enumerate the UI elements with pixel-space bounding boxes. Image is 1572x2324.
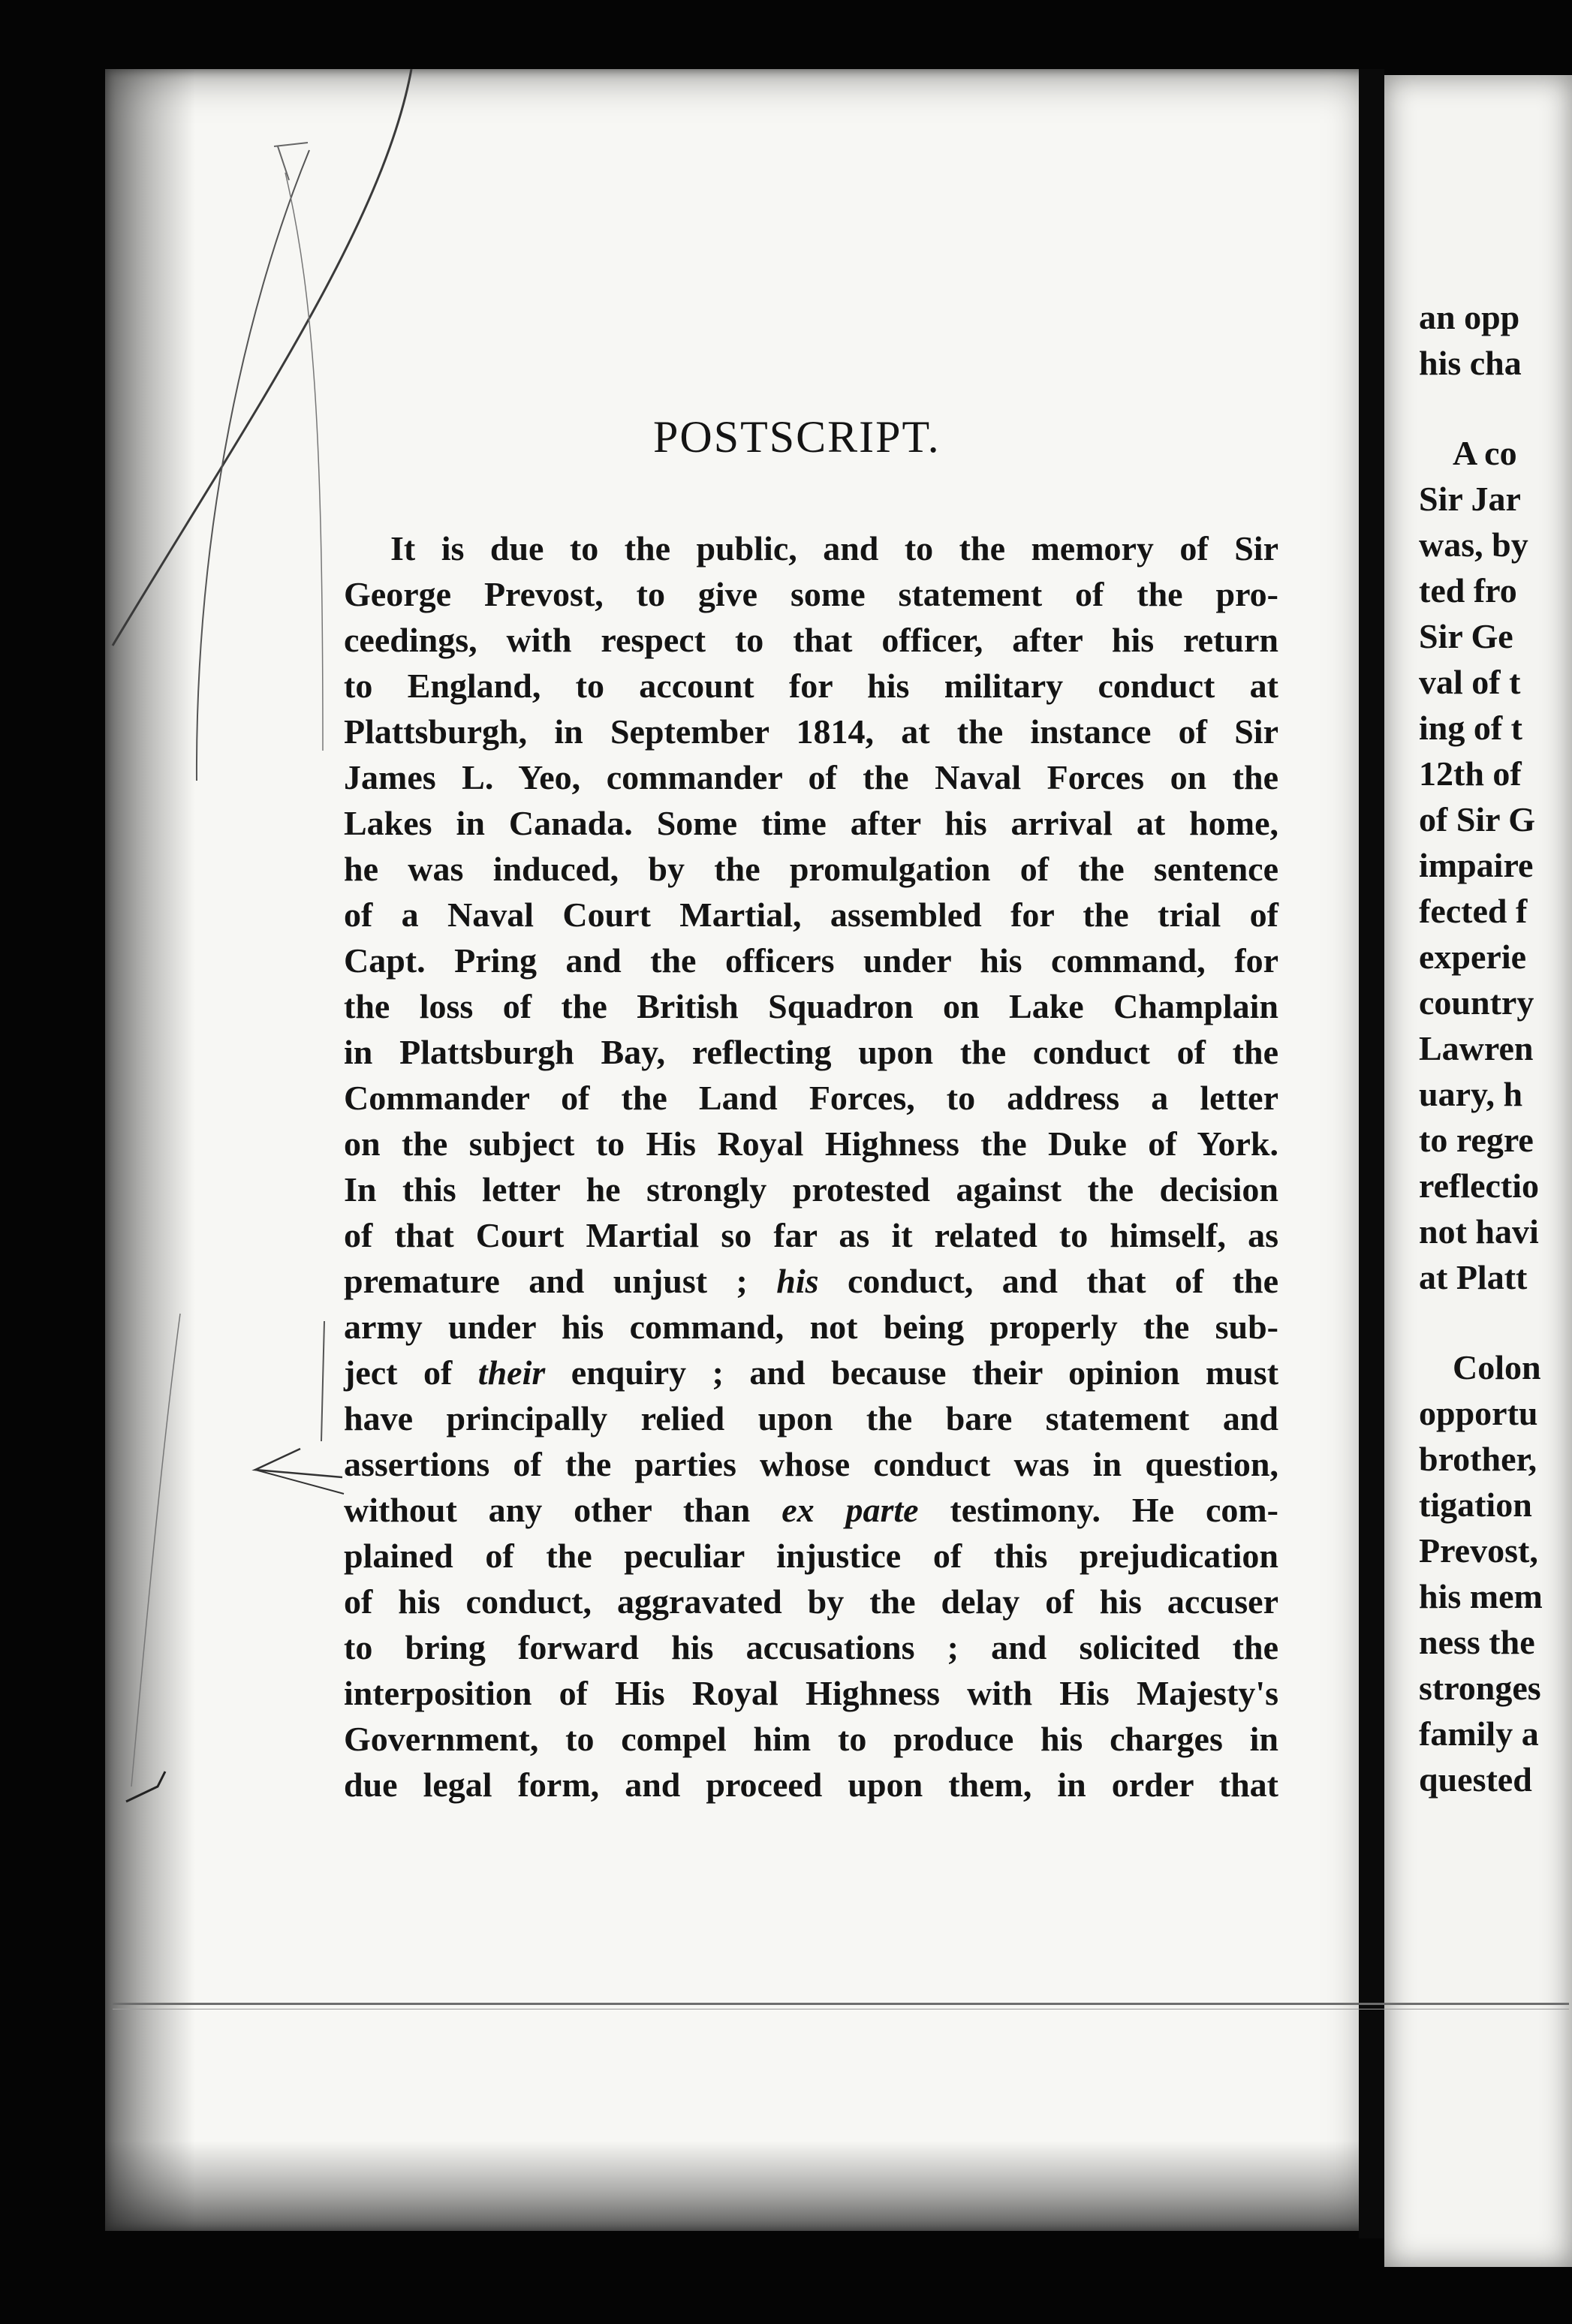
- text-line-mixed: [344, 1487, 1278, 1533]
- text-line: Lakes in Canada. Some time after his arrival at home,: [344, 804, 1278, 842]
- facing-line: to regre: [1419, 1121, 1534, 1159]
- text-line: Plattsburgh, in September 1814, at the instance of Sir: [344, 712, 1278, 751]
- facing-line: reflectio: [1419, 1167, 1540, 1205]
- facing-line: brother,: [1419, 1440, 1537, 1478]
- text-line: assertions of the parties whose conduct was in question,: [344, 1445, 1278, 1483]
- text-line: the loss of the British Squadron on Lake Champlain: [344, 987, 1278, 1025]
- facing-line: his mem: [1419, 1577, 1543, 1615]
- text-line: to England, to account for his military conduct at: [344, 667, 1278, 705]
- facing-line: family a: [1419, 1714, 1539, 1753]
- page-title: POSTSCRIPT.: [653, 412, 941, 462]
- text-segment: premature and unjust ;: [344, 1262, 748, 1300]
- text-segment: testimony. He com-: [950, 1491, 1278, 1529]
- text-line: in Plattsburgh Bay, reflecting upon the conduct of the: [344, 1033, 1278, 1071]
- text-segment: conduct, and that of the: [847, 1262, 1279, 1300]
- text-line: of that Court Martial so far as it related to himself, as: [344, 1216, 1278, 1254]
- facing-line: opportu: [1419, 1394, 1538, 1432]
- text-line: he was induced, by the promulgation of the sentence: [344, 850, 1278, 888]
- facing-line: was, by: [1419, 525, 1528, 564]
- facing-line: his cha: [1419, 344, 1522, 382]
- text-line: Government, to compel him to produce his charges in: [344, 1720, 1278, 1758]
- facing-line: Prevost,: [1419, 1531, 1538, 1570]
- text-line: ceedings, with respect to that officer, after his return: [344, 621, 1278, 659]
- italic-word: their: [477, 1353, 546, 1392]
- facing-line: an opp: [1419, 298, 1520, 336]
- facing-line: experie: [1419, 938, 1527, 976]
- facing-line: A co: [1453, 434, 1517, 472]
- text-line: George Prevost, to give some statement of the pro-: [344, 575, 1278, 613]
- facing-line: 12th of: [1419, 754, 1522, 793]
- facing-page-text: [1419, 294, 1572, 1802]
- body-paragraph: [344, 525, 1278, 1808]
- scan-rule-line: [113, 2003, 1569, 2005]
- facing-line: ted fro: [1419, 571, 1517, 610]
- facing-line: of Sir G: [1419, 800, 1536, 838]
- italic-word: his: [776, 1262, 819, 1300]
- facing-line: Lawren: [1419, 1029, 1534, 1067]
- facing-line: ing of t: [1419, 709, 1522, 747]
- text-line-mixed: [344, 1258, 1278, 1304]
- facing-line: tigation: [1419, 1486, 1532, 1524]
- text-line: army under his command, not being properly the sub-: [344, 1308, 1278, 1346]
- text-line: of a Naval Court Martial, assembled for the trial of: [344, 896, 1278, 934]
- text-line: Capt. Pring and the officers under his command, for: [344, 941, 1278, 980]
- facing-line: impaire: [1419, 846, 1534, 884]
- page-gutter: [1359, 69, 1384, 2238]
- text-segment: without any other than: [344, 1491, 751, 1529]
- facing-gap: [1419, 1300, 1572, 1344]
- text-line: In this letter he strongly protested against the decision: [344, 1170, 1278, 1209]
- facing-line: val of t: [1419, 663, 1521, 701]
- facing-line: Sir Jar: [1419, 480, 1521, 518]
- text-line: It is due to the public, and to the memory of Sir: [390, 529, 1278, 567]
- text-line: James L. Yeo, commander of the Naval Forces on the: [344, 758, 1278, 796]
- text-line: due legal form, and proceed upon them, in order that: [344, 1766, 1278, 1804]
- text-line: plained of the peculiar injustice of this prejudication: [344, 1537, 1278, 1575]
- text-line: have principally relied upon the bare statement and: [344, 1399, 1278, 1437]
- facing-gap: [1419, 386, 1572, 430]
- text-line-mixed: [344, 1350, 1278, 1395]
- text-segment: enquiry ; and because their opinion must: [571, 1353, 1279, 1392]
- facing-line: ness the: [1419, 1623, 1535, 1661]
- facing-line: at Platt: [1419, 1258, 1528, 1296]
- facing-line: Sir Ge: [1419, 617, 1513, 655]
- facing-line: country: [1419, 983, 1534, 1022]
- facing-line: fected f: [1419, 892, 1528, 930]
- text-line: interposition of His Royal Highness with His Majesty's: [344, 1674, 1278, 1712]
- italic-phrase: ex parte: [781, 1491, 919, 1529]
- facing-line: not havi: [1419, 1212, 1539, 1251]
- text-segment: ject of: [344, 1353, 453, 1392]
- text-line: of his conduct, aggravated by the delay of his accuser: [344, 1582, 1278, 1621]
- facing-line: uary, h: [1419, 1075, 1523, 1113]
- facing-line: quested: [1419, 1760, 1532, 1799]
- facing-line: stronges: [1419, 1669, 1541, 1707]
- text-line: Commander of the Land Forces, to address a letter: [344, 1079, 1278, 1117]
- facing-line: Colon: [1453, 1348, 1541, 1386]
- text-line: to bring forward his accusations ; and solicited the: [344, 1628, 1278, 1666]
- text-line: on the subject to His Royal Highness the Duke of York.: [344, 1124, 1278, 1163]
